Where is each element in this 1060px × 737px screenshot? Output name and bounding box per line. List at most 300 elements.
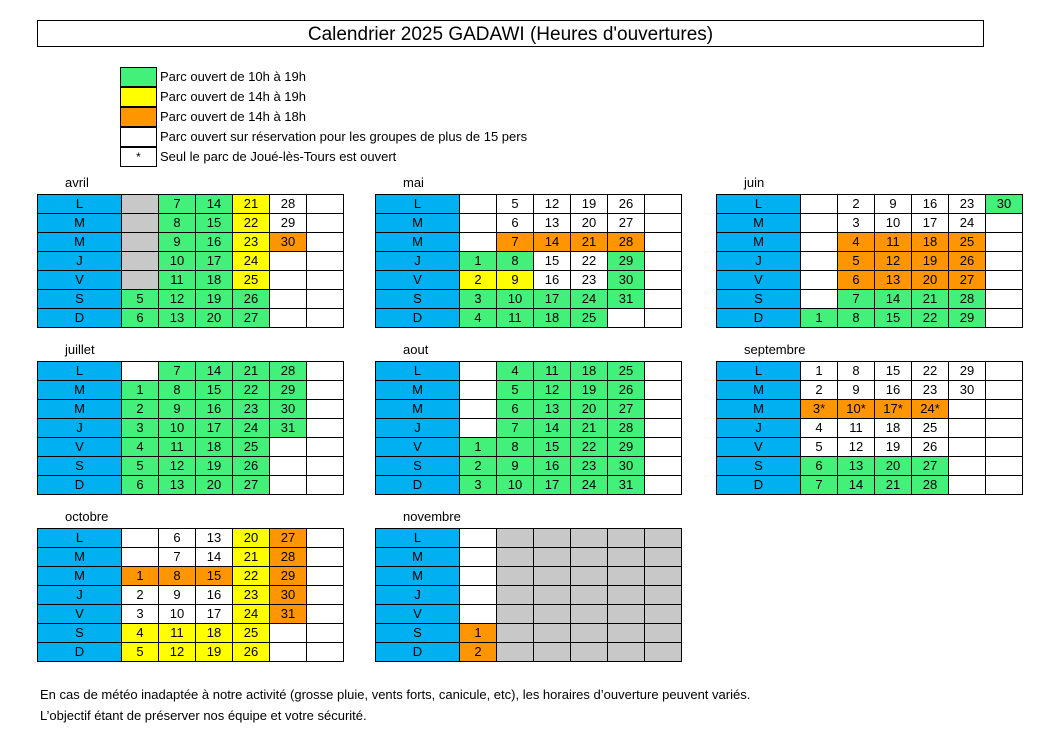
date-cell: 6 xyxy=(122,476,159,495)
date-cell xyxy=(307,438,344,457)
date-cell: 11 xyxy=(838,419,875,438)
date-cell: 15 xyxy=(196,214,233,233)
date-cell: 23 xyxy=(233,400,270,419)
date-cell xyxy=(307,309,344,328)
date-cell: 23 xyxy=(233,233,270,252)
date-cell: 27 xyxy=(270,529,307,548)
date-cell xyxy=(270,309,307,328)
calendar-table xyxy=(375,194,682,328)
date-cell xyxy=(122,529,159,548)
date-cell: 13 xyxy=(875,271,912,290)
date-cell: 2 xyxy=(838,195,875,214)
date-cell xyxy=(307,476,344,495)
date-cell: 4 xyxy=(838,233,875,252)
date-cell: 10 xyxy=(159,605,196,624)
weekday-label: S xyxy=(376,457,460,476)
date-cell: 21 xyxy=(875,476,912,495)
date-cell: 13 xyxy=(159,309,196,328)
date-cell: 9 xyxy=(159,400,196,419)
date-cell: 21 xyxy=(912,290,949,309)
date-cell: 29 xyxy=(270,381,307,400)
month-avril xyxy=(37,175,344,328)
weekday-label: L xyxy=(717,195,801,214)
date-cell xyxy=(460,195,497,214)
week-row xyxy=(717,233,1023,252)
date-cell: 24 xyxy=(233,252,270,271)
date-cell xyxy=(986,419,1023,438)
date-cell: 27 xyxy=(949,271,986,290)
date-cell: 17 xyxy=(912,214,949,233)
date-cell: 27 xyxy=(233,476,270,495)
date-cell: 14 xyxy=(196,362,233,381)
date-cell xyxy=(307,457,344,476)
date-cell xyxy=(608,309,645,328)
date-cell xyxy=(270,457,307,476)
legend-swatch xyxy=(120,87,157,107)
date-cell: 30 xyxy=(608,271,645,290)
date-cell: 19 xyxy=(912,252,949,271)
date-cell: 3 xyxy=(122,605,159,624)
month-label: juillet xyxy=(65,342,95,357)
date-cell: 24 xyxy=(571,290,608,309)
week-row xyxy=(38,362,344,381)
legend-item xyxy=(120,67,620,87)
date-cell: 9 xyxy=(875,195,912,214)
date-cell: 6 xyxy=(497,400,534,419)
date-cell: 28 xyxy=(270,195,307,214)
date-cell: 20 xyxy=(571,214,608,233)
date-cell: 6 xyxy=(801,457,838,476)
weekday-label: S xyxy=(38,290,122,309)
date-cell: 22 xyxy=(912,362,949,381)
week-row xyxy=(717,214,1023,233)
weekday-label: J xyxy=(376,586,460,605)
week-row xyxy=(717,195,1023,214)
date-cell xyxy=(645,567,682,586)
weekday-label: V xyxy=(376,271,460,290)
date-cell: 18 xyxy=(196,438,233,457)
date-cell: 28 xyxy=(270,362,307,381)
date-cell xyxy=(534,643,571,662)
date-cell xyxy=(986,309,1023,328)
date-cell xyxy=(460,548,497,567)
week-row xyxy=(376,252,682,271)
week-row xyxy=(717,290,1023,309)
date-cell xyxy=(949,400,986,419)
date-cell xyxy=(307,195,344,214)
date-cell: 1 xyxy=(801,309,838,328)
date-cell: 8 xyxy=(159,214,196,233)
date-cell: 28 xyxy=(270,548,307,567)
date-cell: 11 xyxy=(159,271,196,290)
weekday-label: M xyxy=(38,214,122,233)
date-cell: 2 xyxy=(801,381,838,400)
date-cell: 21 xyxy=(571,233,608,252)
weekday-label: S xyxy=(376,290,460,309)
date-cell: 30 xyxy=(949,381,986,400)
week-row xyxy=(38,438,344,457)
date-cell xyxy=(986,381,1023,400)
month-septembre xyxy=(716,342,1023,495)
date-cell: 14 xyxy=(534,233,571,252)
date-cell xyxy=(986,252,1023,271)
date-cell xyxy=(986,438,1023,457)
weekday-label: S xyxy=(38,624,122,643)
date-cell: 1 xyxy=(460,624,497,643)
date-cell: 18 xyxy=(571,362,608,381)
weekday-label: M xyxy=(717,400,801,419)
date-cell: 17 xyxy=(534,476,571,495)
weekday-label: M xyxy=(376,381,460,400)
weekday-label: D xyxy=(38,643,122,662)
date-cell: 4 xyxy=(122,624,159,643)
legend-swatch xyxy=(120,67,157,87)
date-cell: 7 xyxy=(497,419,534,438)
date-cell: 6 xyxy=(838,271,875,290)
date-cell xyxy=(270,290,307,309)
weekday-label: M xyxy=(38,400,122,419)
date-cell xyxy=(460,529,497,548)
weekday-label: L xyxy=(376,529,460,548)
date-cell: 28 xyxy=(912,476,949,495)
date-cell xyxy=(645,457,682,476)
week-row xyxy=(376,438,682,457)
date-cell xyxy=(534,548,571,567)
date-cell xyxy=(801,195,838,214)
calendar-table xyxy=(375,361,682,495)
date-cell: 5 xyxy=(838,252,875,271)
week-row xyxy=(717,457,1023,476)
week-row xyxy=(38,195,344,214)
date-cell xyxy=(645,624,682,643)
week-row xyxy=(717,400,1023,419)
date-cell: 2 xyxy=(460,643,497,662)
date-cell: 22 xyxy=(233,381,270,400)
week-row xyxy=(38,400,344,419)
weekday-label: J xyxy=(38,419,122,438)
date-cell: 15 xyxy=(875,309,912,328)
date-cell: 31 xyxy=(270,419,307,438)
legend-swatch xyxy=(120,107,157,127)
date-cell: 7 xyxy=(159,548,196,567)
date-cell xyxy=(122,214,159,233)
date-cell xyxy=(497,529,534,548)
weekday-label: M xyxy=(376,214,460,233)
week-row xyxy=(376,362,682,381)
date-cell xyxy=(460,567,497,586)
date-cell: 16 xyxy=(196,233,233,252)
date-cell: 13 xyxy=(196,529,233,548)
date-cell xyxy=(645,438,682,457)
date-cell: 1 xyxy=(122,567,159,586)
weekday-label: M xyxy=(376,548,460,567)
calendar-table xyxy=(716,361,1023,495)
date-cell xyxy=(270,438,307,457)
date-cell: 24 xyxy=(949,214,986,233)
date-cell xyxy=(571,529,608,548)
weekday-label: J xyxy=(717,419,801,438)
week-row xyxy=(38,233,344,252)
week-row xyxy=(376,381,682,400)
date-cell: 15 xyxy=(534,252,571,271)
date-cell: 24 xyxy=(233,419,270,438)
date-cell: 20 xyxy=(196,309,233,328)
date-cell xyxy=(497,586,534,605)
date-cell: 8 xyxy=(159,567,196,586)
date-cell: 10 xyxy=(159,419,196,438)
date-cell xyxy=(949,476,986,495)
date-cell: 23 xyxy=(912,381,949,400)
date-cell xyxy=(307,643,344,662)
date-cell xyxy=(645,271,682,290)
week-row xyxy=(38,586,344,605)
weekday-label: J xyxy=(376,252,460,271)
week-row xyxy=(717,362,1023,381)
week-row xyxy=(717,438,1023,457)
date-cell: 13 xyxy=(838,457,875,476)
date-cell: 19 xyxy=(875,438,912,457)
date-cell: 8 xyxy=(497,252,534,271)
date-cell: 17 xyxy=(196,419,233,438)
date-cell: 27 xyxy=(608,400,645,419)
date-cell xyxy=(986,214,1023,233)
date-cell: 18 xyxy=(912,233,949,252)
date-cell: 10 xyxy=(875,214,912,233)
footer-note xyxy=(40,684,750,726)
week-row xyxy=(38,624,344,643)
legend-item xyxy=(120,107,620,127)
weekday-label: S xyxy=(717,457,801,476)
date-cell xyxy=(986,290,1023,309)
weekday-label: V xyxy=(376,605,460,624)
date-cell: 27 xyxy=(233,309,270,328)
date-cell: 14 xyxy=(196,548,233,567)
date-cell: 30 xyxy=(270,233,307,252)
week-row xyxy=(376,476,682,495)
date-cell: 26 xyxy=(233,457,270,476)
date-cell: 3 xyxy=(460,476,497,495)
date-cell: 23 xyxy=(233,586,270,605)
date-cell: 20 xyxy=(875,457,912,476)
date-cell xyxy=(307,567,344,586)
date-cell xyxy=(122,271,159,290)
date-cell xyxy=(307,381,344,400)
date-cell xyxy=(122,548,159,567)
date-cell: 11 xyxy=(875,233,912,252)
date-cell xyxy=(497,548,534,567)
weekday-label: M xyxy=(376,233,460,252)
date-cell: 7 xyxy=(497,233,534,252)
date-cell: 12 xyxy=(875,252,912,271)
month-label: novembre xyxy=(403,509,461,524)
week-row xyxy=(376,624,682,643)
week-row xyxy=(376,457,682,476)
date-cell xyxy=(460,381,497,400)
date-cell: 2 xyxy=(122,400,159,419)
date-cell xyxy=(645,381,682,400)
date-cell xyxy=(986,400,1023,419)
date-cell xyxy=(460,419,497,438)
month-label: octobre xyxy=(65,509,109,524)
date-cell xyxy=(645,419,682,438)
weekday-label: S xyxy=(38,457,122,476)
week-row xyxy=(38,381,344,400)
weekday-label: J xyxy=(717,252,801,271)
month-label: septembre xyxy=(744,342,806,357)
date-cell: 8 xyxy=(838,362,875,381)
weekday-label: M xyxy=(38,548,122,567)
date-cell xyxy=(534,529,571,548)
week-row xyxy=(376,290,682,309)
weekday-label: J xyxy=(38,252,122,271)
weekday-label: V xyxy=(38,271,122,290)
date-cell xyxy=(949,457,986,476)
date-cell: 5 xyxy=(122,457,159,476)
date-cell: 25 xyxy=(233,438,270,457)
date-cell: 17* xyxy=(875,400,912,419)
date-cell: 29 xyxy=(270,214,307,233)
date-cell: 1 xyxy=(122,381,159,400)
date-cell xyxy=(460,233,497,252)
date-cell xyxy=(534,567,571,586)
date-cell: 25 xyxy=(571,309,608,328)
footer-line: En cas de météo inadaptée à notre activité (grosse pluie, vents forts, canicule, etc), les horaires d’ouverture peuvent variés. xyxy=(40,687,751,702)
month-octobre xyxy=(37,509,344,662)
date-cell xyxy=(270,643,307,662)
date-cell: 16 xyxy=(196,400,233,419)
date-cell: 19 xyxy=(571,195,608,214)
legend-label: Parc ouvert sur réservation pour les groupes de plus de 15 pers xyxy=(160,129,528,144)
weekday-label: L xyxy=(376,362,460,381)
weekday-label: V xyxy=(38,605,122,624)
week-row xyxy=(376,271,682,290)
date-cell: 25 xyxy=(949,233,986,252)
date-cell: 16 xyxy=(196,586,233,605)
date-cell xyxy=(571,586,608,605)
date-cell xyxy=(645,214,682,233)
weekday-label: D xyxy=(717,309,801,328)
month-novembre xyxy=(375,509,682,662)
date-cell: 8 xyxy=(159,381,196,400)
legend-item xyxy=(120,127,620,147)
date-cell: 12 xyxy=(159,457,196,476)
date-cell: 19 xyxy=(196,290,233,309)
date-cell xyxy=(645,252,682,271)
date-cell xyxy=(608,643,645,662)
calendar-table xyxy=(375,528,682,662)
week-row xyxy=(38,290,344,309)
week-row xyxy=(376,309,682,328)
date-cell: 3 xyxy=(460,290,497,309)
date-cell: 17 xyxy=(196,605,233,624)
date-cell xyxy=(986,233,1023,252)
date-cell: 12 xyxy=(534,381,571,400)
date-cell: 11 xyxy=(159,438,196,457)
week-row xyxy=(38,271,344,290)
date-cell: 16 xyxy=(875,381,912,400)
weekday-label: V xyxy=(376,438,460,457)
date-cell: 26 xyxy=(233,290,270,309)
calendar-table xyxy=(37,528,344,662)
weekday-label: L xyxy=(38,529,122,548)
date-cell xyxy=(645,400,682,419)
date-cell: 27 xyxy=(608,214,645,233)
date-cell: 23 xyxy=(571,271,608,290)
date-cell: 6 xyxy=(497,214,534,233)
weekday-label: M xyxy=(376,567,460,586)
date-cell: 17 xyxy=(196,252,233,271)
date-cell xyxy=(307,233,344,252)
date-cell: 18 xyxy=(196,624,233,643)
date-cell: 21 xyxy=(233,195,270,214)
date-cell xyxy=(949,419,986,438)
date-cell: 21 xyxy=(571,419,608,438)
date-cell: 28 xyxy=(949,290,986,309)
date-cell: 5 xyxy=(122,643,159,662)
week-row xyxy=(717,381,1023,400)
date-cell: 31 xyxy=(270,605,307,624)
date-cell xyxy=(608,586,645,605)
week-row xyxy=(717,476,1023,495)
week-row xyxy=(38,643,344,662)
date-cell: 30 xyxy=(270,586,307,605)
weekday-label: M xyxy=(38,381,122,400)
date-cell xyxy=(497,643,534,662)
date-cell: 8 xyxy=(497,438,534,457)
date-cell xyxy=(801,252,838,271)
calendar-table xyxy=(716,194,1023,328)
date-cell: 8 xyxy=(838,309,875,328)
date-cell xyxy=(307,548,344,567)
date-cell xyxy=(307,252,344,271)
month-label: juin xyxy=(744,175,765,190)
date-cell xyxy=(497,605,534,624)
date-cell: 24 xyxy=(571,476,608,495)
date-cell xyxy=(645,233,682,252)
week-row xyxy=(38,419,344,438)
week-row xyxy=(38,252,344,271)
legend-label: Parc ouvert de 14h à 19h xyxy=(160,89,306,104)
legend-item xyxy=(120,147,620,167)
date-cell: 23 xyxy=(949,195,986,214)
date-cell xyxy=(645,362,682,381)
date-cell xyxy=(645,643,682,662)
date-cell xyxy=(307,214,344,233)
weekday-label: M xyxy=(717,381,801,400)
date-cell xyxy=(986,457,1023,476)
date-cell: 5 xyxy=(122,290,159,309)
legend-label: Seul le parc de Joué-lès-Tours est ouvert xyxy=(160,149,397,164)
week-row xyxy=(376,233,682,252)
date-cell: 22 xyxy=(571,438,608,457)
date-cell: 10* xyxy=(838,400,875,419)
date-cell xyxy=(608,605,645,624)
date-cell: 19 xyxy=(196,643,233,662)
weekday-label: D xyxy=(376,643,460,662)
date-cell: 27 xyxy=(912,457,949,476)
date-cell: 6 xyxy=(122,309,159,328)
date-cell xyxy=(460,214,497,233)
week-row xyxy=(38,605,344,624)
date-cell xyxy=(645,529,682,548)
weekday-label: V xyxy=(717,438,801,457)
date-cell: 25 xyxy=(233,624,270,643)
date-cell: 22 xyxy=(233,567,270,586)
date-cell: 22 xyxy=(912,309,949,328)
date-cell: 13 xyxy=(534,400,571,419)
week-row xyxy=(38,567,344,586)
weekday-label: D xyxy=(38,476,122,495)
